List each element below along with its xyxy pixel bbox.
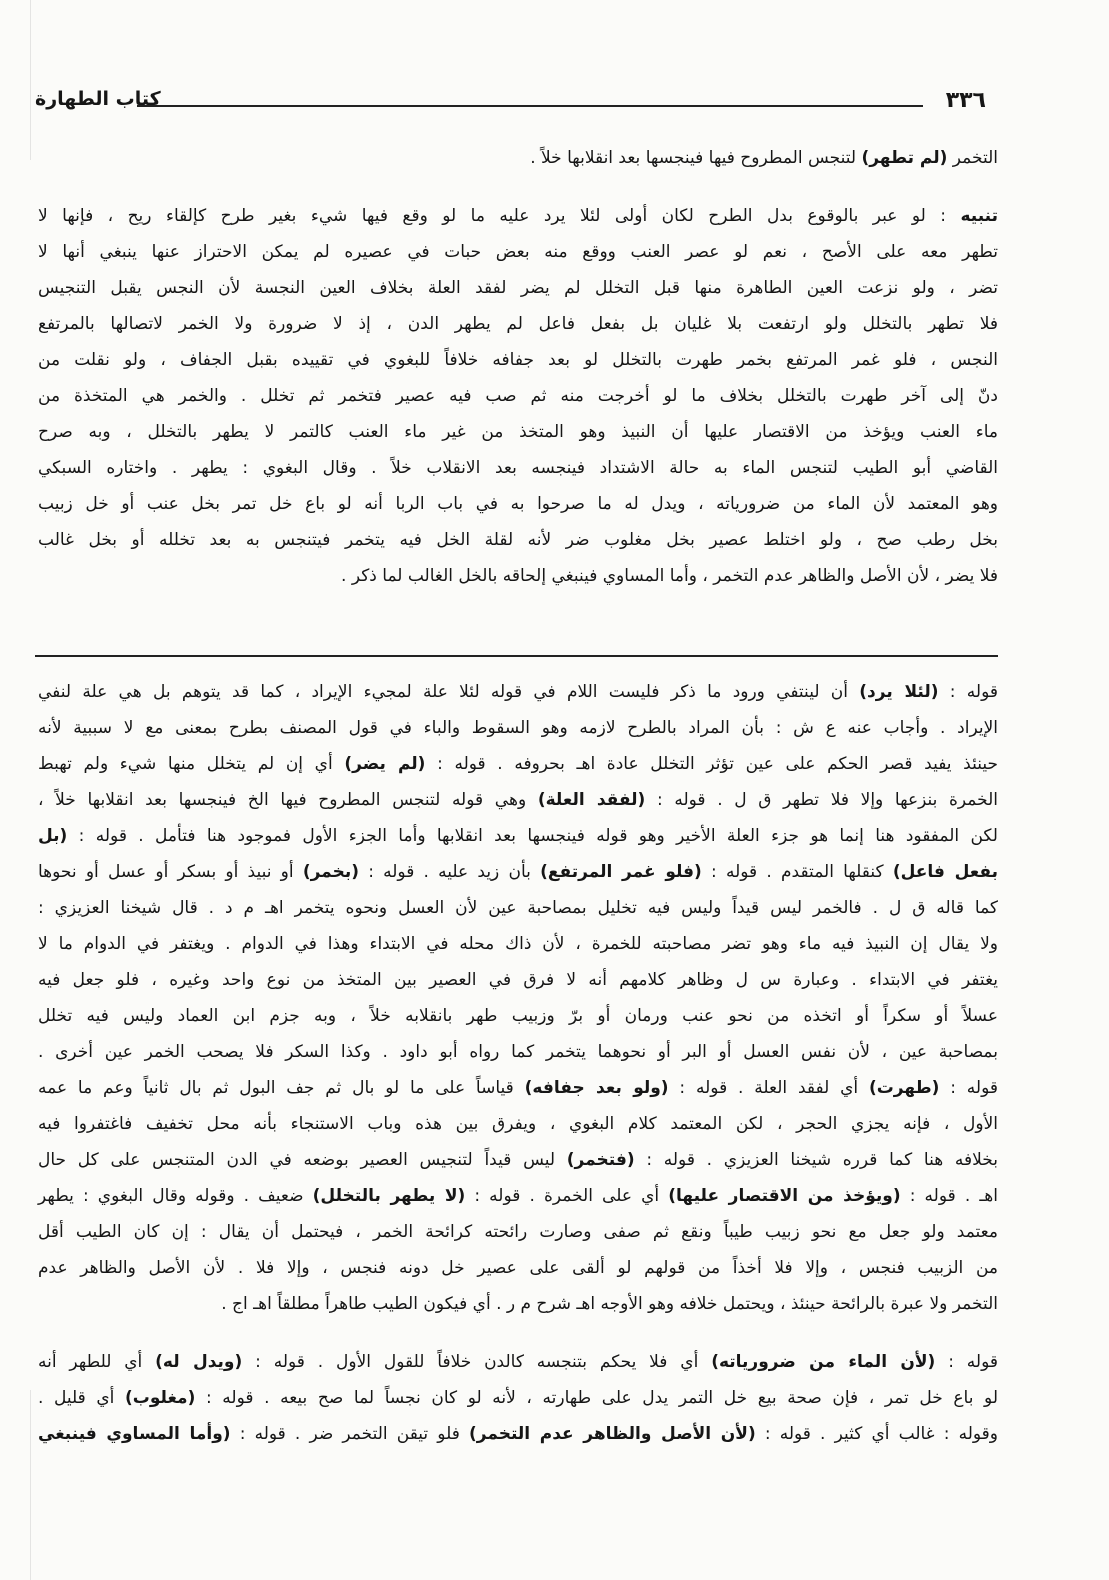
footnote-line: قوله : (طهرت) أي لفقد العلة . قوله : (ولو بعد جفافه) قياساً على ما لو بال ثم جف البول ثم بال ثانياً وعم ما عمه (38, 1078, 998, 1098)
footnote-line: ولا يقال إن النبيذ فيه ماء وهو تضر مصاحبته للخمرة ، لأن ذاك محله في الابتداء وهذا في الدوام . ويغتفر في الدوام ما لا (38, 934, 998, 954)
footnote-line: لكن المفقود هنا إنما هو جزء العلة الأخير وهو قوله فينجسها بعد انقلابها وأما الجزء الأول فموجود هنا فتأمل . قوله : (بل (38, 826, 998, 846)
footnote-separator (35, 655, 998, 657)
footnote-line: الإيراد . وأجاب عنه ع ش : بأن المراد بالطرح لازمه وهو السقوط والباء في قول المصنف بطرح بمعنى مع لا سببية لأنه (38, 718, 998, 738)
main-text (38, 140, 998, 594)
header-rule (137, 105, 923, 107)
running-title: كتاب الطهارة (35, 88, 161, 110)
page-number: ٣٣٦ (945, 88, 986, 113)
footnote-line: يغتفر في الابتداء . وعبارة س ل وظاهر كلامهم أنه لا فرق في العصير بين المتخذ من نوع واحد وغيره ، فلو جعل فيه (38, 970, 998, 990)
footnote-line: الخمرة بنزعها وإلا فلا تطهر ق ل . قوله : (لفقد العلة) وهي قوله لتنجس المطروح فيها الخ فينجسها بعد انقلابها خلاً ، (38, 790, 998, 810)
text-line: تضر ، ولو نزعت العين الطاهرة منها قبل التخلل لم يضر لفقد العلة بخلاف العين النجسة لأن النجس يقبل التنجيس (38, 278, 998, 298)
footnote-line: معتمد ولو جعل مع نحو زبيب طيباً ونقع ثم صفى وصارت رائحته كرائحة الخمر ، فيحتمل أن يقال : إن كان الطيب أقل (38, 1222, 998, 1242)
text-line: النجس ، فلو غمر المرتفع بخمر طهرت بالتخلل لو بعد جفافه خلافاً للبغوي في تقييده بقبل الجفاف ، ولو نقلت من (38, 350, 998, 370)
footnote-line: التخمر ولا عبرة بالرائحة حينئذ ، ويحتمل خلافه وهو الأوجه اهـ شرح م ر . أي فيكون الطيب طاهراً مطلقاً اهـ اج . (221, 1294, 998, 1314)
footnote-line: اهـ . قوله : (ويؤخذ من الاقتصار عليها) أي على الخمرة . قوله : (لا يطهر بالتخلل) ضعيف . وقوله وقال البغوي : يطهر (38, 1186, 998, 1206)
footnote-line: بمصاحبة عين ، لأن نفس العسل أو البر أو نحوهما يتخمر كما رواه أبو داود . وكذا السكر فلا يصحب الخمر عين أخرى . (38, 1042, 998, 1062)
footnote-line: بخلافه هنا كما قرره شيخنا العزيزي . قوله : (فتخمر) ليس قيداً لتنجيس العصير بوضعه في الدن المتنجس على كل حال (38, 1150, 998, 1170)
page-header (35, 88, 998, 118)
text-line: القاضي أبو الطيب لتنجس الماء به حالة الاشتداد فينجسه بعد الانقلاب خلاً . وقال البغوي : يطهر . واختاره السبكي (38, 458, 998, 478)
text-line: دنّ إلى آخر طهرت بالتخلل بخلاف ما لو أخرجت منه ثم صب فيه عصير فتخمر ثم تخلل . والخمر هي المتخذة من (38, 386, 998, 406)
footnote-line: قوله : (لئلا يرد) أن لينتفي ورود ما ذكر فليست اللام في قوله لئلا علة لمجيء الإيراد ، كما قد يتوهم بل هي علة لنفي (38, 682, 998, 702)
footnote-line: بفعل فاعل) كنقلها المتقدم . قوله : (فلو غمر المرتفع) بأن زيد عليه . قوله : (بخمر) أو نبيذ أو بسكر أو عسل أو نحوها (38, 862, 998, 882)
footnote-line: عسلاً أو سكراً أو اتخذه من نحو عنب ورمان أو برّ وزبيب طهر بانقلابه خلاً ، وبه جزم ابن العماد وليس فيه تخلل (38, 1006, 998, 1026)
footnotes (38, 674, 998, 1452)
text-line: بخل رطب صح ، ولو اختلط عصير بخل مغلوب ضر لأنه لقلة الخل فيه يتخمر فيتنجس به بعد تخلله أو بخل غالب (38, 530, 998, 550)
footnote-line: وقوله : غالب أي كثير . قوله : (لأن الأصل والظاهر عدم التخمر) فلو تيقن التخمر ضر . قوله : (وأما المساوي فينبغي (38, 1424, 998, 1444)
text-line: ماء العنب ويؤخذ من الاقتصار عليها أن النبيذ وهو المتخذ من غير ماء العنب كالتمر لا يطهر بالتخلل ، وبه صرح (38, 422, 998, 442)
book-spine-shadow (0, 1390, 31, 1580)
text-line: التخمر (لم تطهر) لتنجس المطروح فيها فينجسها بعد انقلابها خلاً . (530, 148, 998, 168)
book-spine-shadow (0, 0, 31, 160)
footnote-line: حينئذ يفيد قصر الحكم على عين تؤثر التخلل عادة اهـ بحروفه . قوله : (لم يضر) أي إن لم يتخلل منها شيء ولم تهبط (38, 754, 998, 774)
text-line: وهو المعتمد لأن الماء من ضرورياته ، ويدل له ما صرحوا به في باب الربا أنه لو باع خل تمر بخل عنب أو خل زبيب (38, 494, 998, 514)
footnote-line: كما قاله ق ل . فالخمر ليس قيداً وليس فيه تخليل بمصاحبة عين لأن العسل ونحوه يتخمر اهـ م د . قال شيخنا العزيزي : (38, 898, 998, 918)
footnote-line: قوله : (لأن الماء من ضرورياته) أي فلا يحكم بتنجسه كالدن خلافاً للقول الأول . قوله : (ويدل له) أي للطهر أنه (38, 1352, 998, 1372)
footnote-line: الأول ، فإنه يجزي الحجر ، لكن المعتمد كلام البغوي ، ويفرق بين هذه وباب الاستنجاء بأنه محل تخفيف فاغتفروا فيه (38, 1114, 998, 1134)
text-line: تطهر معه على الأصح ، نعم لو عصر العنب ووقع منه بعض حبات في عصيره لم يمكن الاحتراز عنها ينبغي أنها لا (38, 242, 998, 262)
text-line: تنبيه : لو عبر بالوقوع بدل الطرح لكان أولى لئلا يرد عليه ما لو وقع فيها شيء بغير طرح كإلقاء ريح ، فإنها لا (38, 206, 998, 226)
text-line: فلا يضر ، لأن الأصل والظاهر عدم التخمر ، وأما المساوي فينبغي إلحاقه بالخل الغالب لما ذكر . (341, 566, 998, 586)
footnote-line: من الزبيب فنجس ، وإلا فلا أخذاً من قولهم لو ألقى على عصير خل دونه فنجس ، وإلا فلا . لأن الأصل والظاهر عدم (38, 1258, 998, 1278)
footnote-line: لو باع خل تمر ، فإن صحة بيع خل التمر يدل على طهارته ، لأنه لو كان نجساً لما صح بيعه . قوله : (مغلوب) أي قليل . (38, 1388, 998, 1408)
text-line: فلا تطهر بالتخلل ولو ارتفعت بلا غليان بل بفعل فاعل لم يطهر الدن ، إذ لا ضرورة ولا الخمر لاتصالها بالمرتفع (38, 314, 998, 334)
